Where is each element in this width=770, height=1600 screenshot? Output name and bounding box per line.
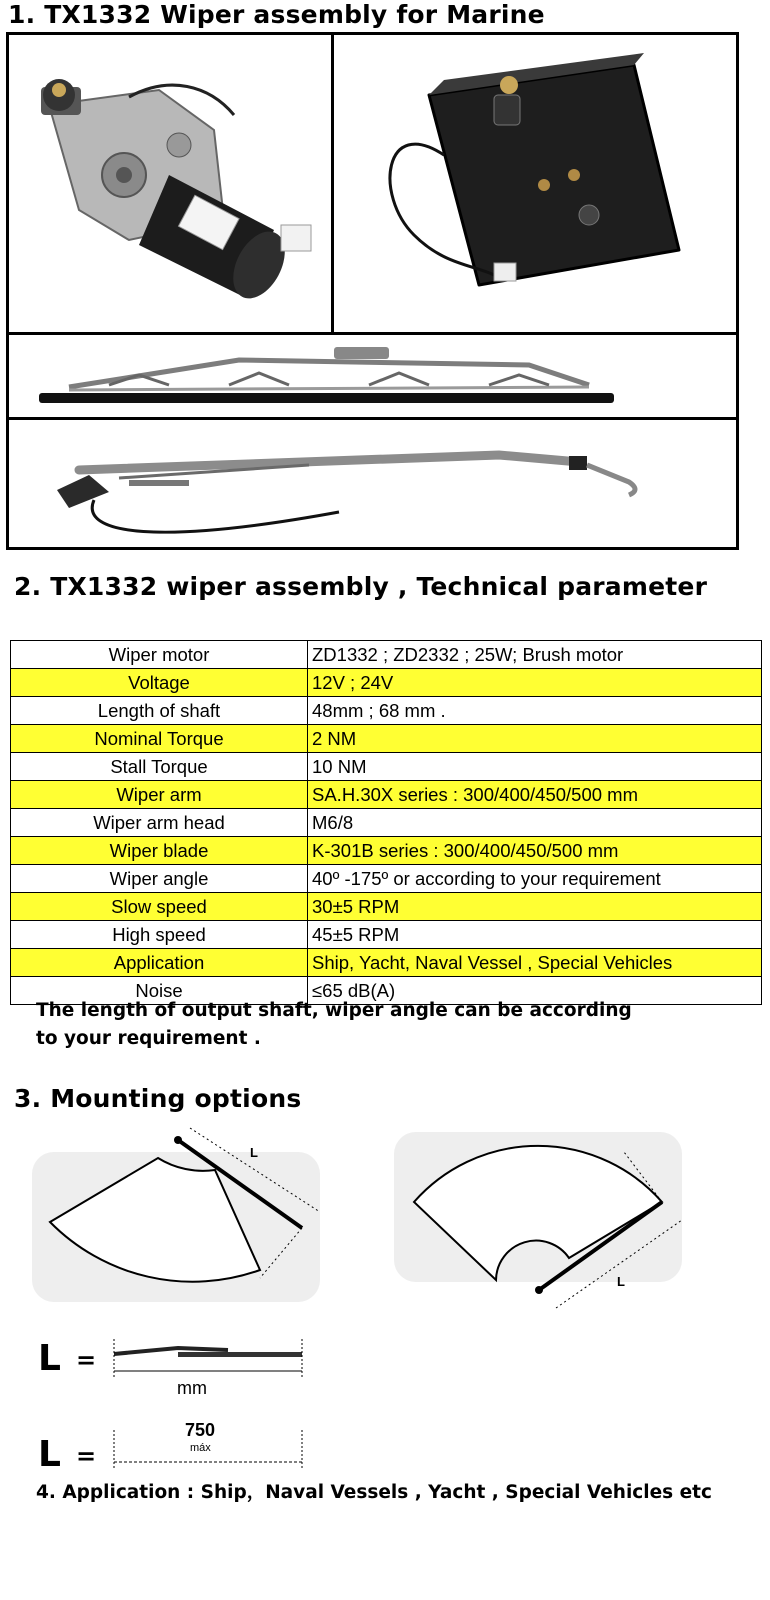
spec-row bbox=[11, 921, 762, 949]
max-length-value: 750 bbox=[185, 1420, 216, 1440]
spec-value: K-301B series : 300/400/450/500 mm bbox=[308, 837, 762, 865]
spec-label: Wiper blade bbox=[11, 837, 308, 865]
length-letter-1: L bbox=[38, 1338, 61, 1379]
spec-label: Wiper angle bbox=[11, 865, 308, 893]
equals-sign-1: = bbox=[76, 1346, 97, 1374]
spec-label: Application bbox=[11, 949, 308, 977]
spec-value: M6/8 bbox=[308, 809, 762, 837]
spec-value: 45±5 RPM bbox=[308, 921, 762, 949]
section3-title: 3. Mounting options bbox=[14, 1084, 302, 1113]
max-length-subscript: máx bbox=[190, 1442, 211, 1454]
spec-row bbox=[11, 669, 762, 697]
spec-label: Slow speed bbox=[11, 893, 308, 921]
spec-value: 40º -175º or according to your requirement bbox=[308, 865, 762, 893]
length-unit-mm: mm bbox=[177, 1378, 207, 1398]
wiper-length-icon bbox=[108, 1334, 308, 1382]
requirement-note-line1: The length of output shaft, wiper angle can be according bbox=[36, 1000, 632, 1021]
spec-value: 30±5 RPM bbox=[308, 893, 762, 921]
spec-label: High speed bbox=[11, 921, 308, 949]
spec-value: 2 NM bbox=[308, 725, 762, 753]
spec-label: Voltage bbox=[11, 669, 308, 697]
spec-label: Wiper arm head bbox=[11, 809, 308, 837]
spec-value: ≤65 dB(A) bbox=[308, 977, 762, 1005]
spec-row bbox=[11, 753, 762, 781]
equals-sign-2: = bbox=[76, 1442, 97, 1470]
spec-row bbox=[11, 893, 762, 921]
spec-value: ZD1332 ; ZD2332 ; 25W; Brush motor bbox=[308, 641, 762, 669]
spec-value: SA.H.30X series : 300/400/450/500 mm bbox=[308, 781, 762, 809]
motor-housing-photo bbox=[331, 32, 739, 335]
spec-row bbox=[11, 781, 762, 809]
wiper-arm-photo bbox=[6, 417, 739, 550]
spec-value: 48mm ; 68 mm . bbox=[308, 697, 762, 725]
spec-row bbox=[11, 837, 762, 865]
section2-title: 2. TX1332 wiper assembly , Technical parameter bbox=[14, 572, 708, 601]
spec-label: Wiper motor bbox=[11, 641, 308, 669]
spec-value: 12V ; 24V bbox=[308, 669, 762, 697]
spec-row bbox=[11, 865, 762, 893]
dimension-label-1: L bbox=[250, 1145, 258, 1160]
spec-row bbox=[11, 949, 762, 977]
length-letter-2: L bbox=[38, 1434, 61, 1475]
section4-application: 4. Application : Ship，Naval Vessels , Yacht , Special Vehicles etc bbox=[36, 1482, 712, 1503]
spec-label: Stall Torque bbox=[11, 753, 308, 781]
section1-title: 1. TX1332 Wiper assembly for Marine bbox=[8, 0, 545, 29]
wiper-motor-photo bbox=[6, 32, 334, 335]
spec-row bbox=[11, 697, 762, 725]
spec-label: Length of shaft bbox=[11, 697, 308, 725]
mounting-option-2-diagram bbox=[394, 1130, 694, 1320]
requirement-note-line2: to your requirement . bbox=[36, 1028, 261, 1049]
spec-label: Wiper arm bbox=[11, 781, 308, 809]
technical-parameter-table bbox=[10, 640, 762, 1005]
spec-label: Nominal Torque bbox=[11, 725, 308, 753]
spec-label: Noise bbox=[11, 977, 308, 1005]
mounting-option-1-diagram bbox=[30, 1120, 360, 1310]
spec-value: 10 NM bbox=[308, 753, 762, 781]
spec-row bbox=[11, 809, 762, 837]
dimension-label-2: L bbox=[617, 1274, 625, 1289]
spec-row bbox=[11, 641, 762, 669]
spec-row bbox=[11, 725, 762, 753]
wiper-blade-photo bbox=[6, 332, 739, 420]
spec-value: Ship, Yacht, Naval Vessel , Special Vehicles bbox=[308, 949, 762, 977]
